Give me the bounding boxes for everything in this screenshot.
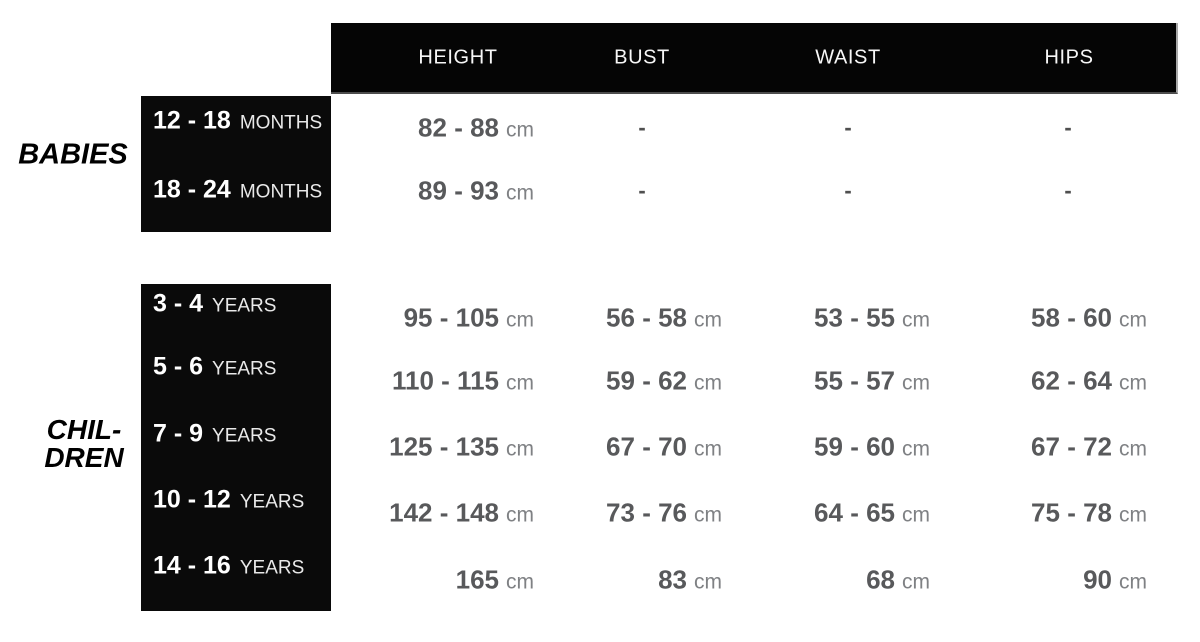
cell-value: 83 — [658, 564, 687, 595]
age-row-12-18-months — [153, 107, 322, 136]
age-unit: YEARS — [212, 295, 277, 317]
cell-unit: cm — [506, 437, 534, 461]
cell-children3-waist — [814, 432, 930, 463]
cell-babies1-waist-dash: - — [844, 115, 852, 140]
age-box-children — [141, 284, 331, 611]
cell-children2-height — [392, 366, 534, 397]
group-label-children-line-2: DREN — [44, 442, 124, 473]
age-range: 12 - 18 — [153, 106, 231, 135]
cell-unit: cm — [1119, 308, 1147, 332]
cell-unit: cm — [694, 371, 722, 395]
cell-children2-waist — [814, 366, 930, 397]
cell-babies2-hips-dash: - — [1064, 178, 1072, 203]
cell-value: 62 - 64 — [1031, 365, 1112, 396]
age-range: 18 - 24 — [153, 175, 231, 204]
cell-children4-bust — [606, 498, 722, 529]
cell-unit: cm — [902, 371, 930, 395]
cell-children1-hips — [1031, 303, 1147, 334]
cell-unit: cm — [902, 308, 930, 332]
cell-unit: cm — [506, 570, 534, 594]
cell-children2-hips — [1031, 366, 1147, 397]
cell-unit: cm — [694, 437, 722, 461]
age-row-10-12-years — [153, 486, 304, 515]
cell-unit: cm — [902, 503, 930, 527]
age-unit: YEARS — [239, 557, 305, 579]
age-range: 14 - 16 — [153, 551, 231, 580]
cell-value: 55 - 57 — [814, 365, 895, 396]
cell-unit: cm — [694, 503, 722, 527]
cell-children1-height — [404, 303, 534, 334]
cell-babies2-waist-dash: - — [844, 178, 852, 203]
cell-value: 67 - 70 — [606, 431, 687, 462]
age-range: 10 - 12 — [153, 485, 231, 514]
cell-babies2-height — [418, 176, 534, 207]
cell-unit: cm — [506, 371, 534, 395]
cell-unit: cm — [506, 308, 534, 332]
cell-value: 56 - 58 — [606, 302, 687, 333]
column-header-bust: BUST — [614, 46, 670, 68]
age-row-14-16-years — [153, 552, 304, 581]
table-header-bar — [331, 23, 1178, 94]
age-row-18-24-months — [153, 176, 322, 205]
cell-unit: cm — [902, 570, 930, 594]
cell-value: 67 - 72 — [1031, 431, 1112, 462]
cell-value: 75 - 78 — [1031, 497, 1112, 528]
cell-children3-hips — [1031, 432, 1147, 463]
cell-unit: cm — [506, 118, 534, 142]
cell-unit: cm — [902, 437, 930, 461]
cell-value: 142 - 148 — [389, 497, 499, 528]
cell-babies2-bust-dash: - — [638, 178, 646, 203]
cell-value: 68 — [866, 564, 895, 595]
cell-children2-bust — [606, 366, 722, 397]
group-label-babies — [0, 139, 146, 172]
group-label-children-line-1: CHIL- — [46, 414, 122, 445]
cell-value: 89 - 93 — [418, 175, 499, 206]
cell-children1-waist — [814, 303, 930, 334]
cell-unit: cm — [1119, 437, 1147, 461]
age-range: 5 - 6 — [153, 352, 204, 381]
age-unit: YEARS — [212, 358, 277, 380]
cell-value: 64 - 65 — [814, 497, 895, 528]
age-row-7-9-years — [153, 420, 276, 449]
cell-unit: cm — [694, 570, 722, 594]
cell-children5-waist — [866, 565, 930, 596]
cell-babies1-height — [418, 113, 534, 144]
cell-babies1-bust-dash: - — [638, 115, 646, 140]
cell-children4-height — [389, 498, 534, 529]
cell-value: 95 - 105 — [403, 302, 499, 333]
cell-children1-bust — [606, 303, 722, 334]
group-label-children — [14, 416, 154, 472]
cell-unit: cm — [1119, 570, 1147, 594]
cell-children3-height — [389, 432, 534, 463]
age-unit: MONTHS — [239, 181, 323, 203]
cell-value: 90 — [1083, 564, 1112, 595]
age-unit: YEARS — [212, 425, 277, 447]
cell-unit: cm — [506, 503, 534, 527]
age-box-babies — [141, 96, 331, 232]
cell-value: 59 - 62 — [606, 365, 687, 396]
age-row-3-4-years — [153, 290, 276, 319]
age-row-5-6-years — [153, 353, 276, 382]
age-unit: YEARS — [239, 491, 305, 513]
cell-value: 125 - 135 — [389, 431, 499, 462]
cell-children4-hips — [1031, 498, 1147, 529]
cell-unit: cm — [694, 308, 722, 332]
cell-children4-waist — [814, 498, 930, 529]
column-header-waist: WAIST — [815, 46, 881, 68]
cell-children5-height — [456, 565, 534, 596]
cell-value: 59 - 60 — [814, 431, 895, 462]
column-header-hips: HIPS — [1044, 46, 1094, 68]
cell-value: 53 - 55 — [814, 302, 895, 333]
cell-unit: cm — [1119, 503, 1147, 527]
cell-babies1-hips-dash: - — [1064, 115, 1072, 140]
age-unit: MONTHS — [239, 112, 323, 134]
cell-children5-bust — [658, 565, 722, 596]
cell-children5-hips — [1083, 565, 1147, 596]
group-label-babies-text: BABIES — [18, 138, 128, 171]
cell-unit: cm — [1119, 371, 1147, 395]
cell-children3-bust — [606, 432, 722, 463]
cell-value: 165 — [455, 564, 499, 595]
column-header-height: HEIGHT — [418, 46, 498, 68]
cell-value: 110 - 115 — [392, 365, 499, 396]
cell-value: 58 - 60 — [1031, 302, 1112, 333]
cell-value: 73 - 76 — [606, 497, 687, 528]
cell-unit: cm — [506, 181, 534, 205]
age-range: 7 - 9 — [153, 419, 204, 448]
cell-value: 82 - 88 — [418, 112, 499, 143]
age-range: 3 - 4 — [153, 289, 204, 318]
